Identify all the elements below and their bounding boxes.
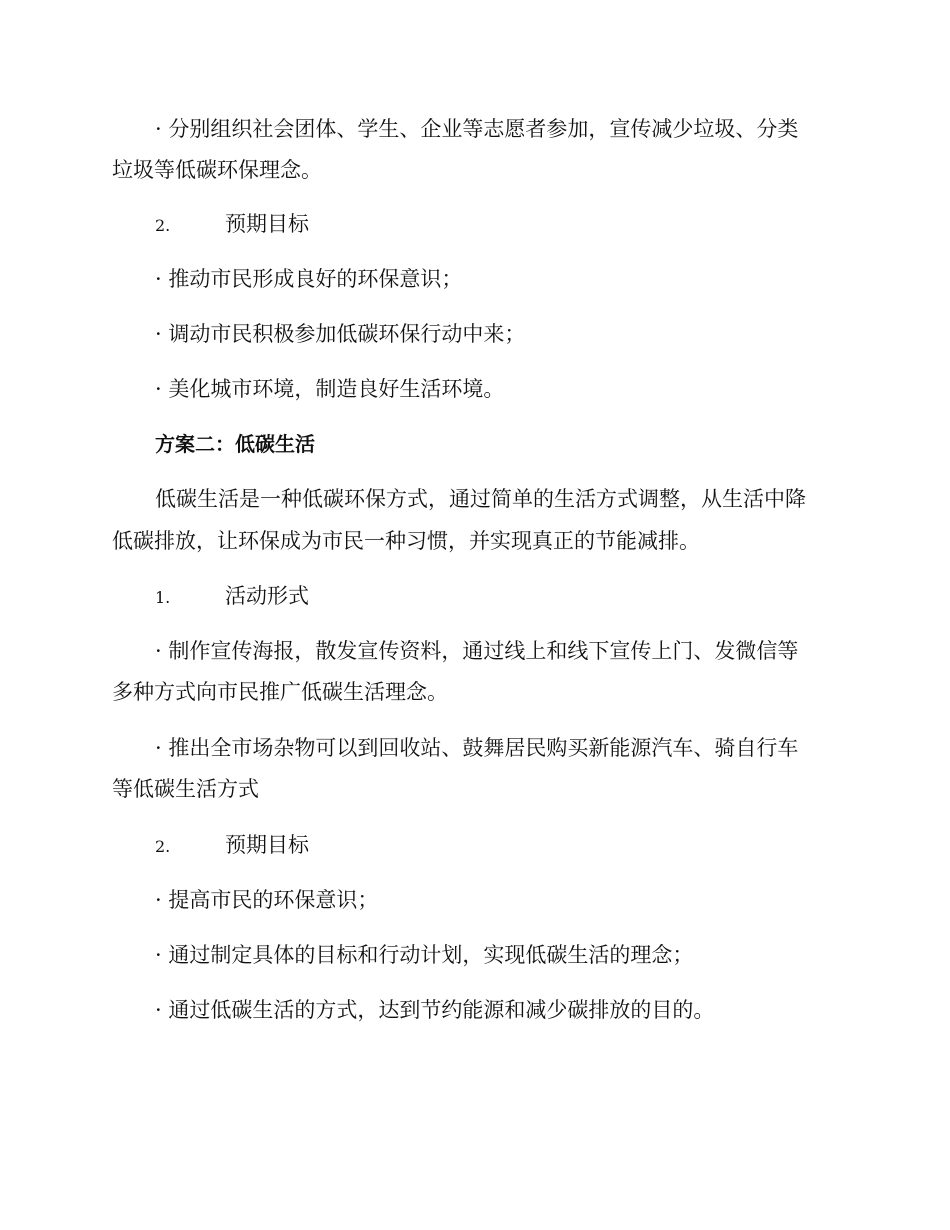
goals-heading-1 <box>155 208 832 240</box>
goals-heading-2 <box>155 829 832 861</box>
intro-line1: 低碳生活是一种低碳环保方式，通过简单的生活方式调整，从生活中降 <box>155 487 806 511</box>
activity-title: 活动形式 <box>225 584 309 608</box>
activity-bullet2-line2: 等低碳生活方式 <box>112 777 259 801</box>
goals-number-1: 2. <box>155 216 171 235</box>
goals-title-1: 预期目标 <box>225 212 309 236</box>
goals-title-2: 预期目标 <box>225 833 309 857</box>
goals-item-1-3: · 美化城市环境，制造良好生活环境。 <box>155 377 505 401</box>
volunteers-bullet-line2: 垃圾等低碳环保理念。 <box>112 158 322 182</box>
goals-item-2-3: · 通过低碳生活的方式，达到节约能源和减少碳排放的目的。 <box>155 998 715 1022</box>
goals-number-2: 2. <box>155 837 171 856</box>
intro-line2: 低碳排放，让环保成为市民一种习惯，并实现真正的节能减排。 <box>112 529 700 553</box>
activity-number: 1. <box>155 588 171 607</box>
goals-item-2-1: · 提高市民的环保意识； <box>155 888 379 912</box>
section-title: 方案二：低碳生活 <box>155 432 315 456</box>
activity-bullet1-line2: 多种方式向市民推广低碳生活理念。 <box>112 680 448 704</box>
goals-item-1-2: · 调动市民积极参加低碳环保行动中来； <box>155 322 526 346</box>
activity-bullet2-line1: · 推出全市场杂物可以到回收站、鼓舞居民购买新能源汽车、骑自行车 <box>155 736 799 760</box>
activity-heading <box>155 580 832 612</box>
activity-bullet1-line1: · 制作宣传海报，散发宣传资料，通过线上和线下宣传上门、发微信等 <box>155 639 799 663</box>
volunteers-bullet-line1: · 分别组织社会团体、学生、企业等志愿者参加，宣传减少垃圾、分类 <box>155 117 799 141</box>
goals-item-1-1: · 推动市民形成良好的环保意识； <box>155 267 463 291</box>
goals-item-2-2: · 通过制定具体的目标和行动计划，实现低碳生活的理念； <box>155 943 694 967</box>
